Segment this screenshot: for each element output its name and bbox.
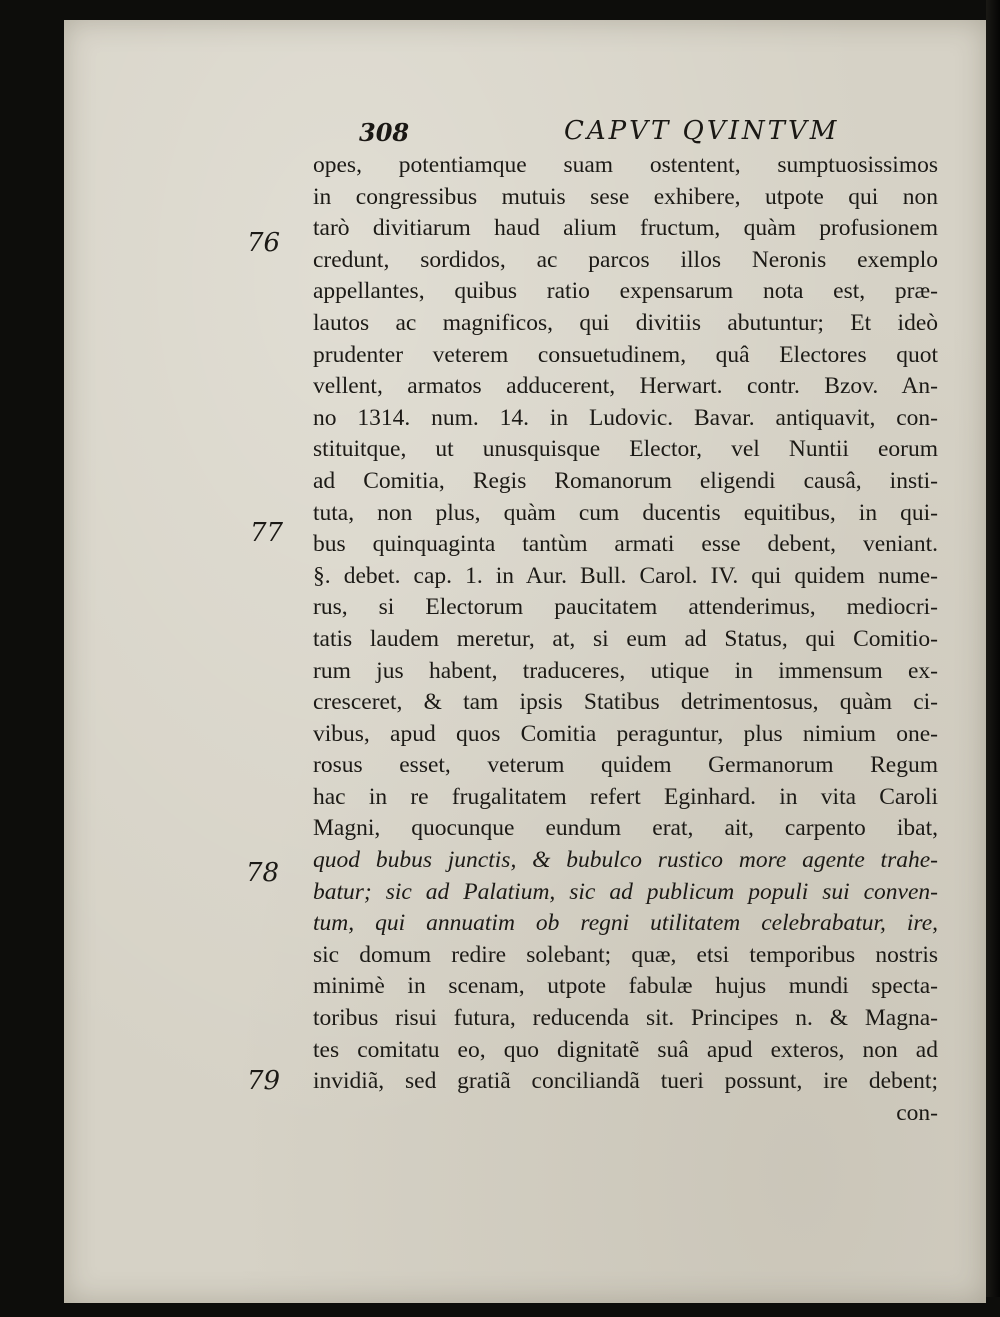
margin-number-77: 77 xyxy=(250,518,284,548)
margin-number-76: 76 xyxy=(247,228,281,258)
margin-number-79: 79 xyxy=(247,1066,281,1096)
text-line: tarò divitiarum haud alium fructum, quàm profusionem xyxy=(313,215,938,242)
text-line: ad Comitia, Regis Romanorum eligendi causâ, insti- xyxy=(313,467,938,494)
text-line: tatis laudem meretur, at, si eum ad Status, qui Comitio- xyxy=(313,625,938,652)
text-line: invidiã, sed gratiã conciliandã tueri possunt, ire debent; xyxy=(313,1068,938,1095)
text-line-italic-quote: quod bubus junctis, & bubulco rustico more agente trahe- xyxy=(313,847,938,874)
text-line: bus quinquaginta tantùm armati esse debent, veniant. xyxy=(313,531,938,558)
text-line: vibus, apud quos Comitia peraguntur, plus nimium one- xyxy=(313,720,938,747)
margin-number-78: 78 xyxy=(246,858,280,888)
text-line: hac in re frugalitatem refert Eginhard. in vita Caroli xyxy=(313,783,938,810)
book-gutter xyxy=(986,0,1000,1297)
text-line: rus, si Electorum paucitatem attenderimus, mediocri- xyxy=(313,594,938,621)
text-line-italic-quote: batur; sic ad Palatium, sic ad publicum populi sui conven- xyxy=(313,878,938,905)
catchword: con- xyxy=(896,1099,938,1126)
text-line: in congressibus mutuis sese exhibere, utpote qui non xyxy=(313,183,938,210)
text-line: appellantes, quibus ratio expensarum nota est, præ- xyxy=(313,278,938,305)
text-line-italic-quote: tum, qui annuatim ob regni utilitatem celebrabatur, ire, xyxy=(313,910,938,937)
text-line: sic domum redire solebant; quæ, etsi temporibus nostris xyxy=(313,941,938,968)
text-line: tes comitatu eo, quo dignitatẽ suâ apud exteros, non ad xyxy=(313,1036,938,1063)
text-line: §. debet. cap. 1. in Aur. Bull. Carol. IV. qui quidem nume- xyxy=(313,562,938,589)
text-line: lautos ac magnificos, qui divitiis abutuntur; Et ideò xyxy=(313,309,938,336)
text-line: toribus risui futura, reducenda sit. Principes n. & Magna- xyxy=(313,1005,938,1032)
text-line: minimè in scenam, utpote fabulæ hujus mundi specta- xyxy=(313,973,938,1000)
page-number: 308 xyxy=(359,118,410,147)
running-title: CAPVT QVINTVM xyxy=(564,116,840,146)
text-line: tuta, non plus, quàm cum ducentis equitibus, in qui- xyxy=(313,499,938,526)
text-line: no 1314. num. 14. in Ludovic. Bavar. antiquavit, con- xyxy=(313,404,938,431)
text-line: cresceret, & tam ipsis Statibus detrimentosus, quàm ci- xyxy=(313,689,938,716)
text-line: prudenter veterem consuetudinem, quâ Electores quot xyxy=(313,341,938,368)
text-line: opes, potentiamque suam ostentent, sumptuosissimos xyxy=(313,152,938,178)
text-line: stituitque, ut unusquisque Elector, vel Nuntii eorum xyxy=(313,436,938,463)
text-line: rum jus habent, traduceres, utique in immensum ex- xyxy=(313,657,938,684)
text-line: rosus esset, veterum quidem Germanorum Regum xyxy=(313,752,938,779)
body-text xyxy=(313,150,938,1129)
text-line: vellent, armatos adducerent, Herwart. contr. Bzov. An- xyxy=(313,373,938,400)
page-header xyxy=(359,108,879,148)
text-line: Magni, quocunque eundum erat, ait, carpento ibat, xyxy=(313,815,938,842)
text-line: credunt, sordidos, ac parcos illos Neronis exemplo xyxy=(313,246,938,273)
